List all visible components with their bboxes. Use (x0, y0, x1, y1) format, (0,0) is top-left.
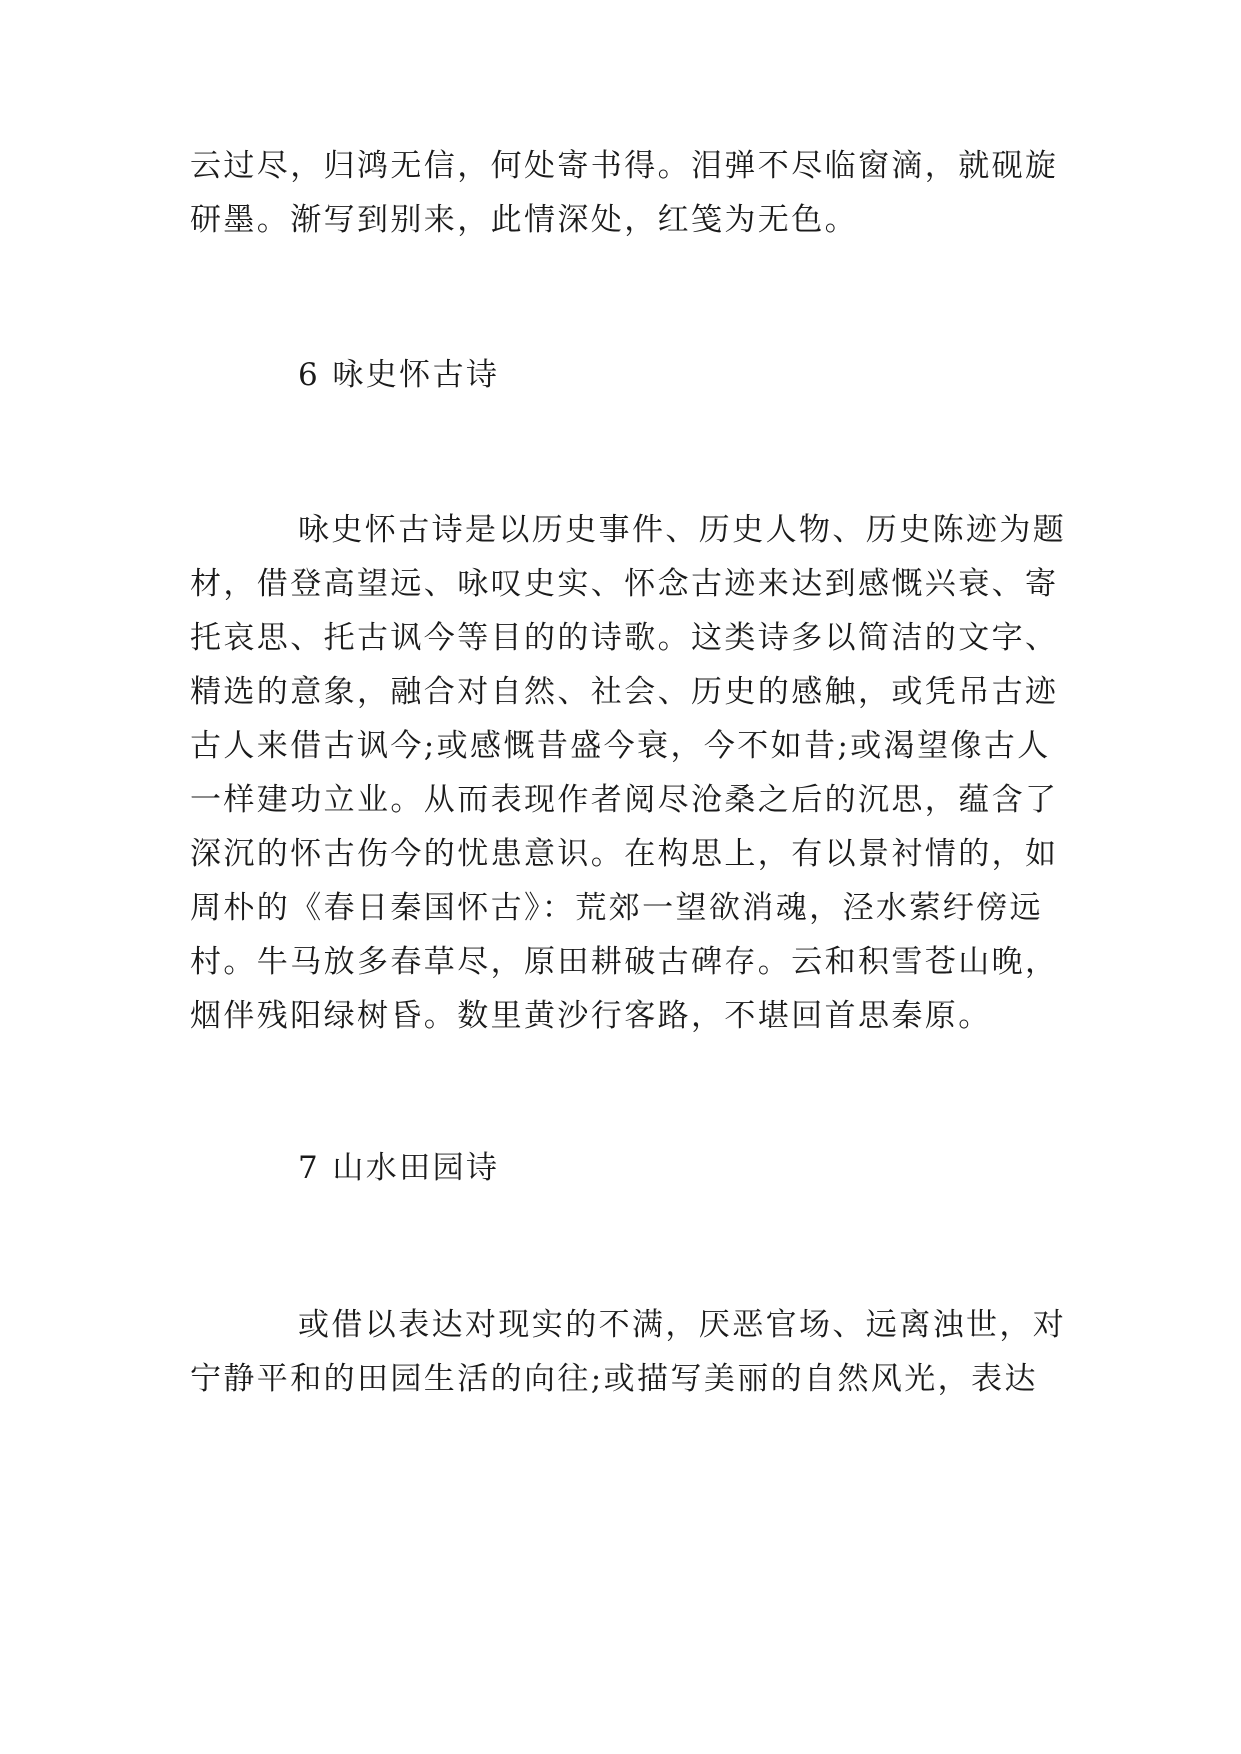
paragraph-line: 材，借登高望远、咏叹史实、怀念古迹来达到感慨兴衰、寄 (190, 566, 1059, 602)
paragraph-line: 云过尽，归鸿无信，何处寄书得。泪弹不尽临窗滴，就砚旋 (190, 148, 1059, 184)
paragraph-line: 一样建功立业。从而表现作者阅尽沧桑之后的沉思，蕴含了 (190, 782, 1059, 818)
paragraph-line: 咏史怀古诗是以历史事件、历史人物、历史陈迹为题 (298, 512, 1067, 548)
paragraph-line: 村。牛马放多春草尽，原田耕破古碑存。云和积雪苍山晚， (190, 944, 1059, 980)
paragraph-line: 精选的意象，融合对自然、社会、历史的感触，或凭吊古迹 (190, 674, 1059, 710)
paragraph-line: 周朴的《春日秦国怀古》：荒郊一望欲消魂，泾水萦纡傍远 (190, 890, 1043, 926)
paragraph-line: 托哀思、托古讽今等目的的诗歌。这类诗多以简洁的文字、 (190, 620, 1059, 656)
paragraph-line: 或借以表达对现实的不满，厌恶官场、远离浊世，对 (298, 1307, 1067, 1343)
paragraph-line: 古人来借古讽今;或感慨昔盛今衰，今不如昔;或渴望像古人 (190, 728, 1051, 764)
paragraph-line: 深沉的怀古伤今的忧患意识。在构思上，有以景衬情的，如 (190, 836, 1059, 872)
section-heading: 6 咏史怀古诗 (298, 357, 500, 393)
paragraph-line: 烟伴残阳绿树昏。数里黄沙行客路，不堪回首思秦原。 (190, 998, 992, 1034)
paragraph-line: 宁静平和的田园生活的向往;或描写美丽的自然风光，表达 (190, 1361, 1038, 1397)
section-heading: 7 山水田园诗 (298, 1150, 500, 1186)
paragraph-line: 研墨。渐写到别来，此情深处，红笺为无色。 (190, 202, 858, 238)
